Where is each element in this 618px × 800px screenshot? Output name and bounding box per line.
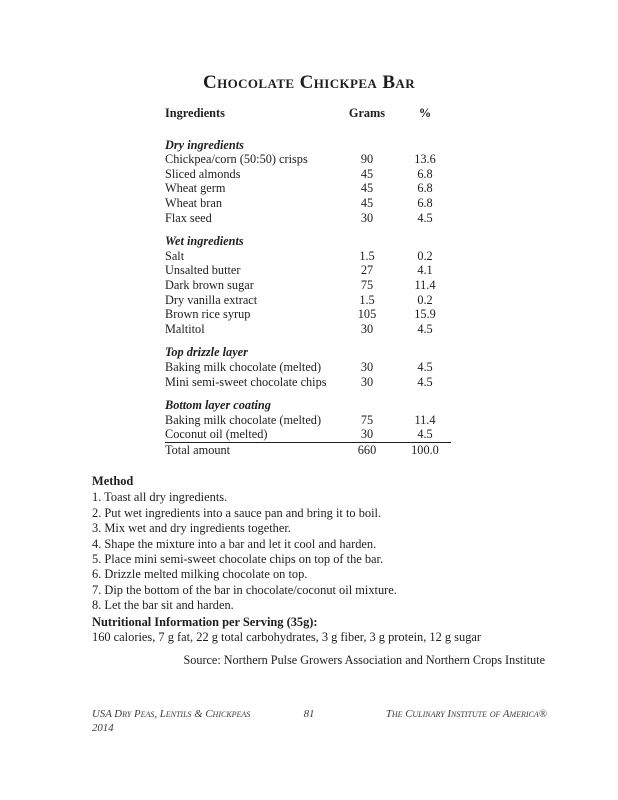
table-row: [165, 427, 451, 442]
method-step: 6. Drizzle melted milking chocolate on top.: [92, 567, 308, 582]
table-row: [165, 293, 451, 308]
ingredient-name: Maltitol: [165, 321, 205, 336]
table-row: [165, 322, 451, 337]
ingredient-percent: 15.9: [414, 307, 436, 322]
ingredient-grams: 30: [360, 427, 374, 442]
ingredient-name: Salt: [165, 248, 185, 263]
footer-publication-title: USA Dry Peas, Lentils & Chickpeas: [92, 708, 251, 720]
table-row: [165, 375, 451, 390]
column-header-percent: %: [418, 106, 432, 120]
method-step: 3. Mix wet and dry ingredients together.: [92, 521, 291, 536]
ingredient-grams: 75: [360, 277, 374, 292]
ingredient-grams: 45: [360, 181, 374, 196]
ingredient-name: Baking milk chocolate (melted): [165, 412, 322, 427]
nutrition-heading: Nutritional Information per Serving (35g):: [92, 615, 318, 629]
ingredient-percent: 11.4: [414, 277, 436, 292]
ingredient-name: Baking milk chocolate (melted): [165, 359, 322, 374]
table-total-row: [165, 442, 451, 458]
ingredient-grams: 30: [360, 321, 374, 336]
ingredient-percent: 6.8: [417, 181, 433, 196]
source-line: Source: Northern Pulse Growers Association and Northern Crops Institute: [183, 653, 545, 667]
ingredient-name: Wheat bran: [165, 195, 223, 210]
ingredient-grams: 30: [360, 210, 374, 225]
ingredient-percent: 13.6: [414, 152, 436, 167]
ingredient-percent: 4.5: [417, 321, 433, 336]
footer-page-number: 81: [303, 708, 315, 720]
total-label: Total amount: [165, 442, 231, 457]
ingredient-name: Chickpea/corn (50:50) crisps: [165, 152, 308, 167]
section-label: Dry ingredients: [165, 137, 244, 152]
nutrition-section: [92, 615, 481, 646]
table-row: [165, 278, 451, 293]
total-grams: 660: [357, 442, 377, 457]
ingredient-name: Unsalted butter: [165, 263, 241, 278]
ingredient-grams: 45: [360, 195, 374, 210]
table-row: [165, 413, 451, 428]
table-row: [165, 360, 451, 375]
table-section-wet-ingredients: [165, 234, 451, 336]
method-heading: Method: [92, 474, 134, 488]
table-row: [165, 307, 451, 322]
ingredient-percent: 0.2: [417, 248, 433, 263]
ingredient-percent: 0.2: [417, 292, 433, 307]
ingredient-grams: 1.5: [359, 248, 375, 263]
table-section-top-drizzle: [165, 345, 451, 389]
ingredient-percent: 6.8: [417, 166, 433, 181]
table-row: [165, 167, 451, 182]
nutrition-values: 160 calories, 7 g fat, 22 g total carbohydrates, 3 g fiber, 3 g protein, 12 g sugar: [92, 630, 482, 645]
ingredient-name: Wheat germ: [165, 181, 226, 196]
ingredient-grams: 30: [360, 359, 374, 374]
table-section-bottom-coating: [165, 398, 451, 442]
table-header-row: [165, 106, 451, 121]
section-label: Top drizzle layer: [165, 345, 248, 360]
ingredients-table: [165, 106, 451, 457]
ingredient-name: Sliced almonds: [165, 166, 241, 181]
column-header-grams: Grams: [348, 106, 386, 120]
ingredient-grams: 45: [360, 166, 374, 181]
ingredient-name: Brown rice syrup: [165, 307, 251, 322]
table-row: [165, 211, 451, 226]
footer-institute: The Culinary Institute of America®: [385, 708, 547, 720]
table-row: [165, 196, 451, 211]
ingredient-percent: 4.5: [417, 427, 433, 442]
table-row: [165, 263, 451, 278]
ingredient-percent: 4.5: [417, 374, 433, 389]
ingredient-percent: 4.5: [417, 359, 433, 374]
ingredient-name: Dry vanilla extract: [165, 292, 258, 307]
method-step: 5. Place mini semi-sweet chocolate chips on top of the bar.: [92, 552, 384, 567]
ingredient-percent: 11.4: [414, 412, 436, 427]
total-percent: 100.0: [411, 442, 439, 457]
table-row: [165, 152, 451, 167]
ingredient-name: Flax seed: [165, 210, 212, 225]
ingredient-percent: 4.1: [417, 263, 433, 278]
page-footer: [0, 708, 618, 740]
ingredient-name: Coconut oil (melted): [165, 427, 268, 442]
method-section: [92, 474, 397, 614]
method-step: 1. Toast all dry ingredients.: [92, 490, 228, 505]
ingredient-grams: 105: [357, 307, 377, 322]
ingredient-grams: 90: [360, 152, 374, 167]
table-row: [165, 249, 451, 264]
ingredient-grams: 75: [360, 412, 374, 427]
method-step: 7. Dip the bottom of the bar in chocolate/coconut oil mixture.: [92, 582, 397, 597]
column-header-ingredients: Ingredients: [165, 106, 225, 120]
table-row: [165, 181, 451, 196]
method-step: 2. Put wet ingredients into a sauce pan and bring it to boil.: [92, 505, 382, 520]
section-label: Wet ingredients: [165, 234, 244, 249]
ingredient-grams: 30: [360, 374, 374, 389]
table-section-dry-ingredients: [165, 138, 451, 226]
section-label: Bottom layer coating: [165, 398, 271, 413]
method-step: 8. Let the bar sit and harden.: [92, 598, 234, 613]
ingredient-name: Dark brown sugar: [165, 277, 254, 292]
recipe-title: Chocolate Chickpea Bar: [202, 72, 416, 93]
ingredient-grams: 1.5: [359, 292, 375, 307]
method-step: 4. Shape the mixture into a bar and let it cool and harden.: [92, 536, 377, 551]
footer-publication-year: 2014: [92, 721, 114, 734]
ingredient-name: Mini semi-sweet chocolate chips: [165, 374, 327, 389]
ingredient-percent: 4.5: [417, 210, 433, 225]
ingredient-grams: 27: [360, 263, 374, 278]
ingredient-percent: 6.8: [417, 195, 433, 210]
